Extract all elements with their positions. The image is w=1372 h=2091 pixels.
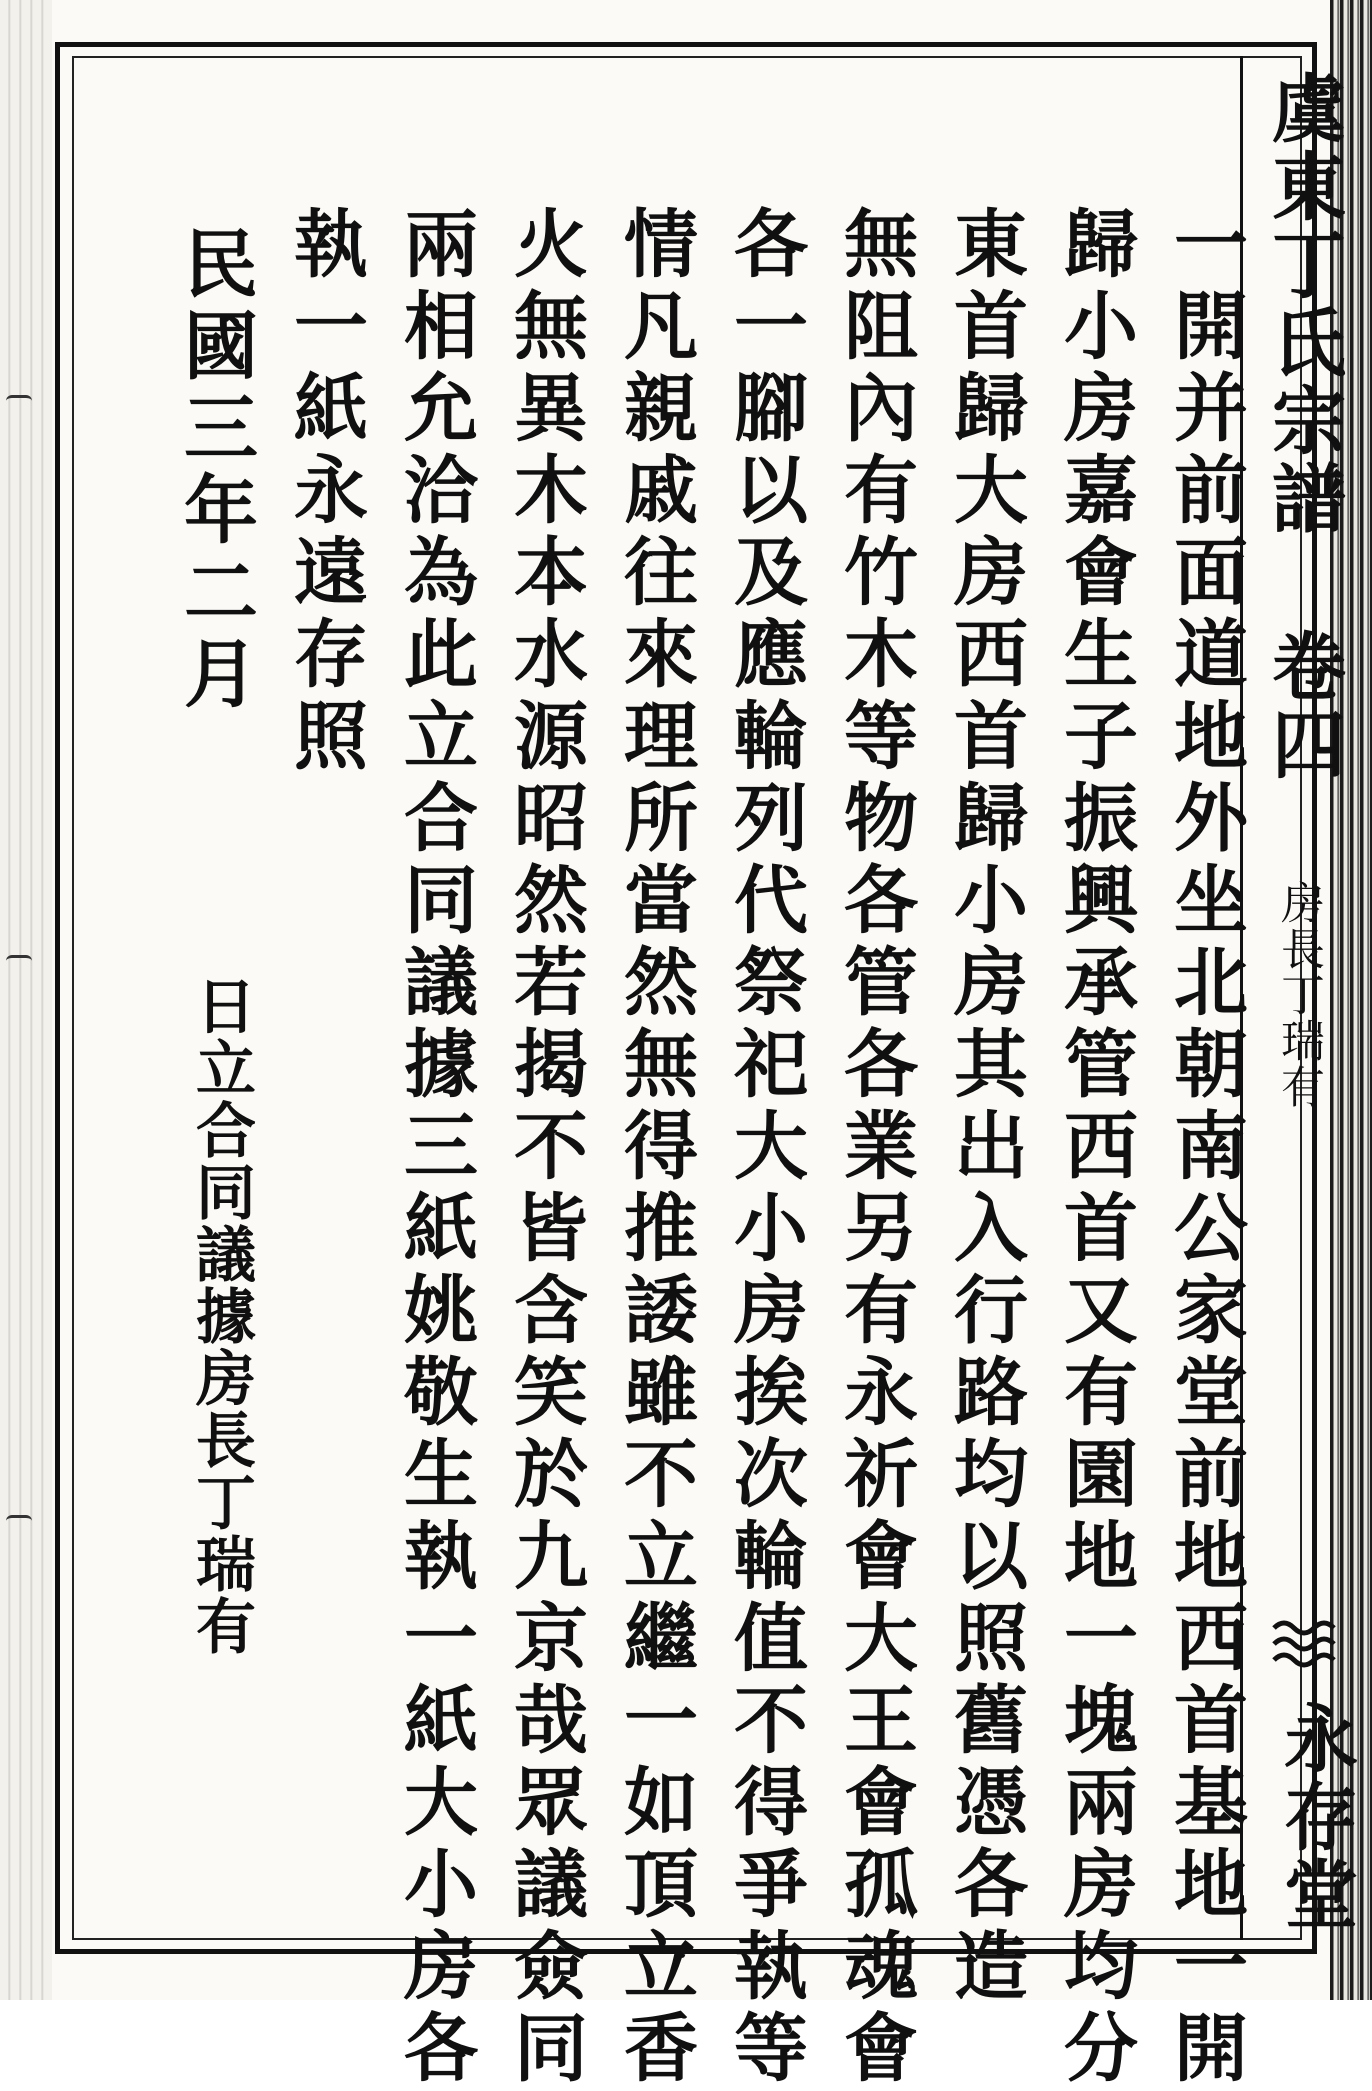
text-column: 執一紙永遠存照	[282, 205, 368, 779]
text-column: 情凡親戚往來理所當然無得推諉雖不立繼一如頂立香	[612, 205, 698, 2091]
book-title: 虞東丁氏宗譜 卷四	[1260, 70, 1346, 784]
text-column: 一開并前面道地外坐北朝南公家堂前地西首基地一開	[1162, 205, 1248, 2091]
book-binding-edge	[0, 0, 52, 2000]
text-column: 歸小房嘉會生子振興承管西首又有園地一塊兩房均分	[1052, 205, 1138, 2091]
text-column: 兩相允洽為此立合同議據三紙姚敬生執一紙大小房各	[392, 205, 478, 2091]
header-note: 房長丁瑞有	[1273, 880, 1324, 1110]
text-column: 各一腳以及應輪列代祭祀大小房挨次輪值不得爭執等	[722, 205, 808, 2091]
binding-thread-knot	[6, 1515, 32, 1530]
date-line: 民國三年二月	[172, 225, 258, 717]
hall-name: 永存堂	[1272, 1700, 1358, 1934]
text-column: 火無異木本水源昭然若揭不皆含笑於九京哉眾議僉同	[502, 205, 588, 2091]
binding-thread-knot	[6, 395, 32, 410]
binding-thread-knot	[6, 955, 32, 970]
signature-line: 日立合同議據房長丁瑞有	[186, 975, 256, 1657]
text-column: 無阻內有竹木等物各管各業另有永祈會大王會孤魂會	[832, 205, 918, 2091]
hall-mark-icon	[1270, 1610, 1340, 1680]
text-column: 東首歸大房西首歸小房其出入行路均以照舊憑各造	[942, 205, 1028, 2009]
